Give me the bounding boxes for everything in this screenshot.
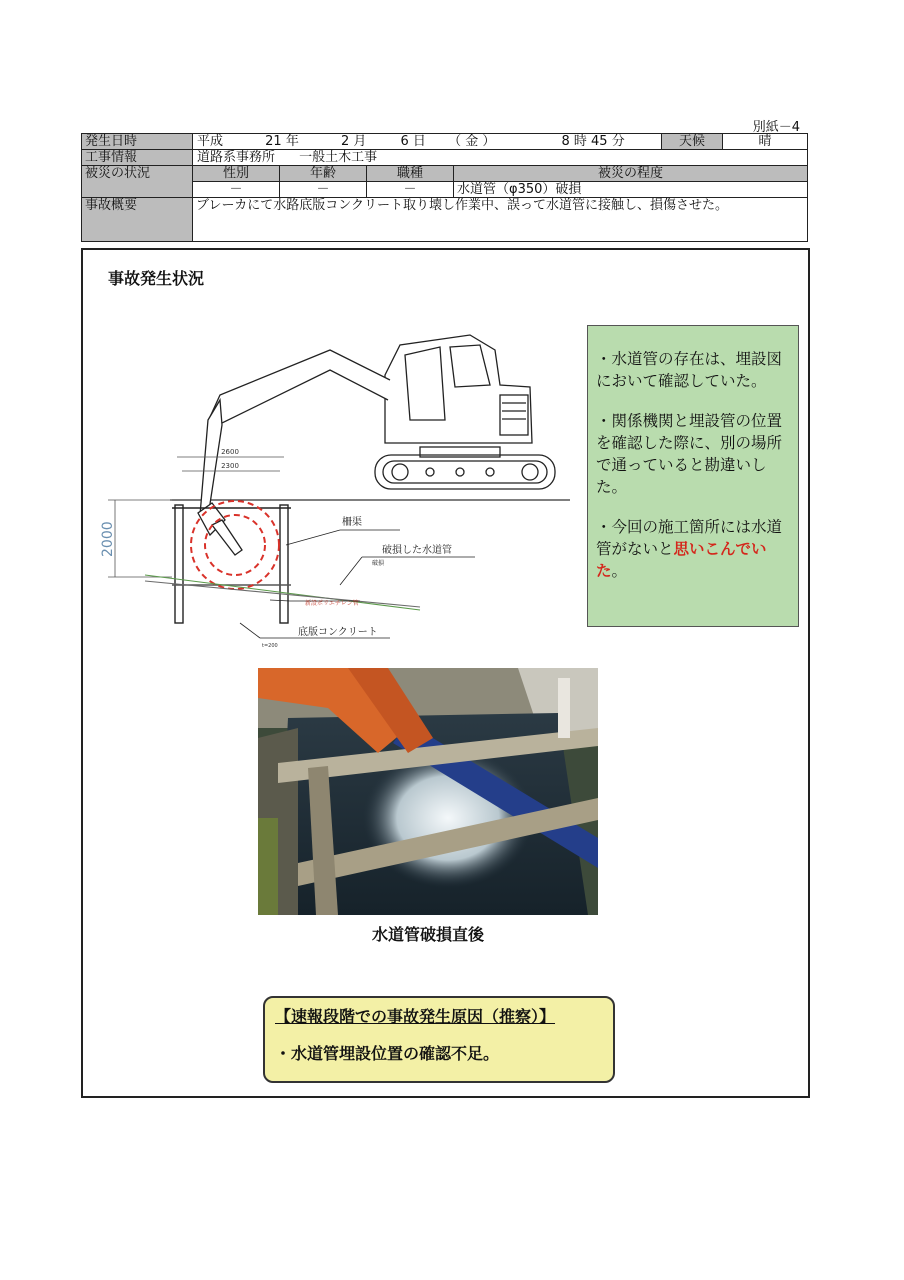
finding-3-end: 。 xyxy=(611,562,628,580)
summary-text: ブレーカにて水路底版コンクリート取り壊し作業中、誤って水道管に接触し、損傷させた。 xyxy=(193,198,808,242)
work-type: 一般土木工事 xyxy=(299,150,378,165)
document-number: 別紙－4 xyxy=(752,120,800,135)
dim-2600: 2600 xyxy=(221,448,239,456)
val-job: － xyxy=(367,182,454,198)
label-pe-pipe: 新設ポリエチレン管 xyxy=(305,600,359,607)
row-damage-head xyxy=(82,166,808,182)
cause-box xyxy=(263,996,615,1083)
col-extent: 被災の程度 xyxy=(454,166,808,182)
incident-header-table xyxy=(81,133,808,242)
label-work: 工事情報 xyxy=(82,150,193,166)
cause-body: ・水道管埋設位置の確認不足。 xyxy=(275,1044,500,1063)
col-age: 年齢 xyxy=(280,166,367,182)
label-concrete: 底版コンクリート xyxy=(298,627,378,638)
val-extent: 水道管（φ350）破損 xyxy=(454,182,808,198)
row-summary xyxy=(82,198,808,242)
excavator-diagram xyxy=(100,325,580,655)
excavator-icon xyxy=(198,335,555,555)
label-damage: 破損 xyxy=(372,560,385,567)
finding-2: ・関係機関と埋設管の位置を確認した際に、別の場所で通っていると勘違いした。 xyxy=(596,412,783,496)
label-channel: 柵渠 xyxy=(342,517,362,528)
time: 8 時 45 分 xyxy=(561,134,625,149)
row-date xyxy=(82,134,808,150)
label-broken-pipe: 破損した水道管 xyxy=(382,545,452,556)
label-damage: 被災の状況 xyxy=(82,166,193,198)
col-gender: 性別 xyxy=(193,166,280,182)
dimension-lines xyxy=(108,457,284,577)
dim-2000: 2000 xyxy=(100,521,116,557)
work-value xyxy=(193,150,808,166)
broken-pipe-photo xyxy=(258,668,598,915)
year: 21 年 xyxy=(265,134,299,149)
ground-slope-lines xyxy=(145,575,420,610)
dim-2300: 2300 xyxy=(221,462,239,470)
finding-3 xyxy=(596,516,790,582)
label-date: 発生日時 xyxy=(82,134,193,150)
photo-caption: 水道管破損直後 xyxy=(371,925,484,944)
cause-title: 【速報段階での事故発生原因（推察）】 xyxy=(275,1007,556,1026)
label-weather: 天候 xyxy=(662,134,723,150)
findings-box xyxy=(587,325,799,627)
finding-3-text: ・今回の施工箇所には水道管がないと xyxy=(596,518,783,558)
weather-value: 晴 xyxy=(723,134,808,150)
val-gender: － xyxy=(193,182,280,198)
office: 道路系事務所 xyxy=(197,150,276,165)
weekday: （ 金 ） xyxy=(448,134,496,149)
era: 平成 xyxy=(197,134,224,149)
col-job: 職種 xyxy=(367,166,454,182)
finding-1: ・水道管の存在は、埋設図において確認していた。 xyxy=(596,350,783,390)
day: 6 日 xyxy=(400,134,426,149)
label-t200: t=200 xyxy=(262,643,278,649)
date-value xyxy=(193,134,662,150)
month: 2 月 xyxy=(340,134,367,149)
label-summary: 事故概要 xyxy=(82,198,193,242)
section-title: 事故発生状況 xyxy=(108,269,205,288)
val-age: － xyxy=(280,182,367,198)
finding-3-highlight: 思いこんでいた xyxy=(596,540,767,580)
row-work xyxy=(82,150,808,166)
